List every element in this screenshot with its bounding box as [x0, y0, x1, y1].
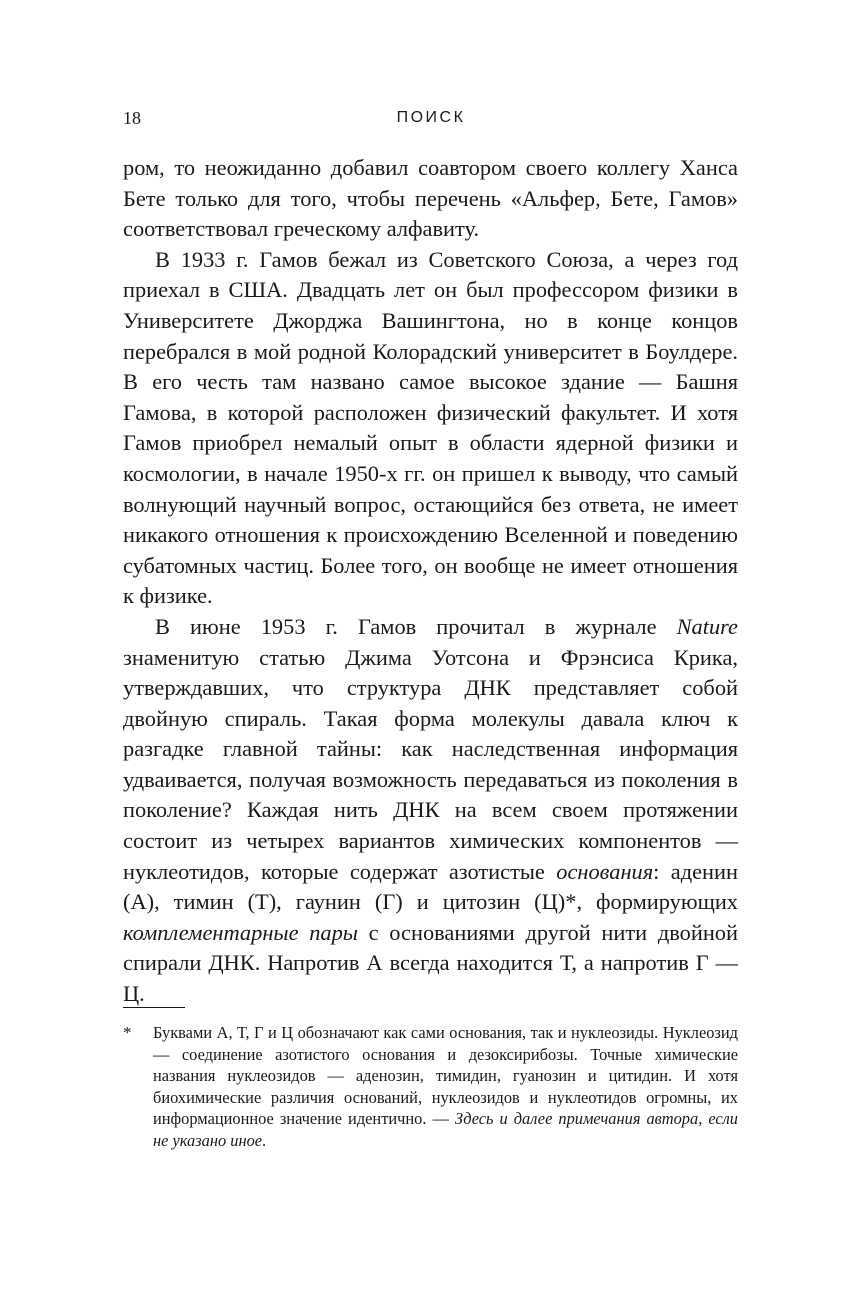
paragraph-3-text-3: : аденин (А), тимин (Т), гаунин (Г) и цитозин (Ц)*, формирующих: [123, 858, 738, 915]
footnote-marker: *: [123, 1023, 132, 1042]
term-bases: основания: [556, 858, 654, 884]
footnote-text: [153, 1022, 738, 1151]
footnote-divider: [123, 1007, 185, 1008]
page-number: 18: [123, 108, 141, 128]
footnote-author-note: Здесь и далее примечания автора, если не указано иное: [153, 1109, 738, 1150]
paragraph-1: ром, то неожиданно добавил соавтором своего коллегу Ханса Бете только для того, чтобы перечень «Альфер, Бете, Гамов» соответствовал греческому алфавиту.: [123, 155, 738, 242]
paragraph-3-text-2: знаменитую статью Джима Уотсона и Фрэнсиса Крика, утверждавших, что структура ДНК представляет собой двойную спираль. Такая форма молекулы давала ключ к разгадке главной тайны: как наследственная информация удваивается, получая возможность передаваться из поколения в поколение? Каждая нить ДНК на всем своем протяжении состоит из четырех вариантов химических компонентов — нуклеотидов, которые содержат азотистые: [123, 644, 738, 884]
paragraph-3: [123, 612, 738, 1010]
paragraph-3-text-1: В июне 1953 г. Гамов прочитал в журнале: [155, 613, 677, 639]
footnote-body: Буквами А, Т, Г и Ц обозначают как сами основания, так и нуклеозиды. Нуклеозид — соединение азотистого основания и дезоксирибозы. Точные химические названия нуклеозидов — аденозин, тимидин, гуанозин и цитидин. И хотя биохимические различия оснований, нуклеозидов и нуклеотидов огромны, их информационное значение идентично. —: [153, 1023, 738, 1128]
term-complementary-pairs: комплементарные пары: [123, 919, 358, 945]
footnote: [123, 1022, 738, 1151]
journal-name: Nature: [676, 613, 738, 639]
paragraph-3-text-4: с основаниями другой нити двойной спирали ДНК. Напротив А всегда находится Т, а напротив Г — Ц.: [123, 919, 738, 1007]
running-head: ПОИСК: [396, 109, 466, 126]
body-text: [123, 153, 738, 1010]
footnote-end: .: [262, 1130, 267, 1150]
paragraph-2: В 1933 г. Гамов бежал из Советского Союза, а через год приехал в США. Двадцать лет он был профессором физики в Университете Джорджа Вашингтона, но в конце концов перебрался в мой родной Колорадский университет в Боулдере. В его честь там названо самое высокое здание — Башня Гамова, в которой расположен физический факультет. И хотя Гамов приобрел немалый опыт в области ядерной физики и космологии, в начале 1950-х гг. он пришел к выводу, что самый волнующий научный вопрос, остающийся без ответа, не имеет никакого отношения к происхождению Вселенной и поведению субатомных частиц. Более того, он вообще не имеет отношения к физике.: [123, 246, 738, 609]
